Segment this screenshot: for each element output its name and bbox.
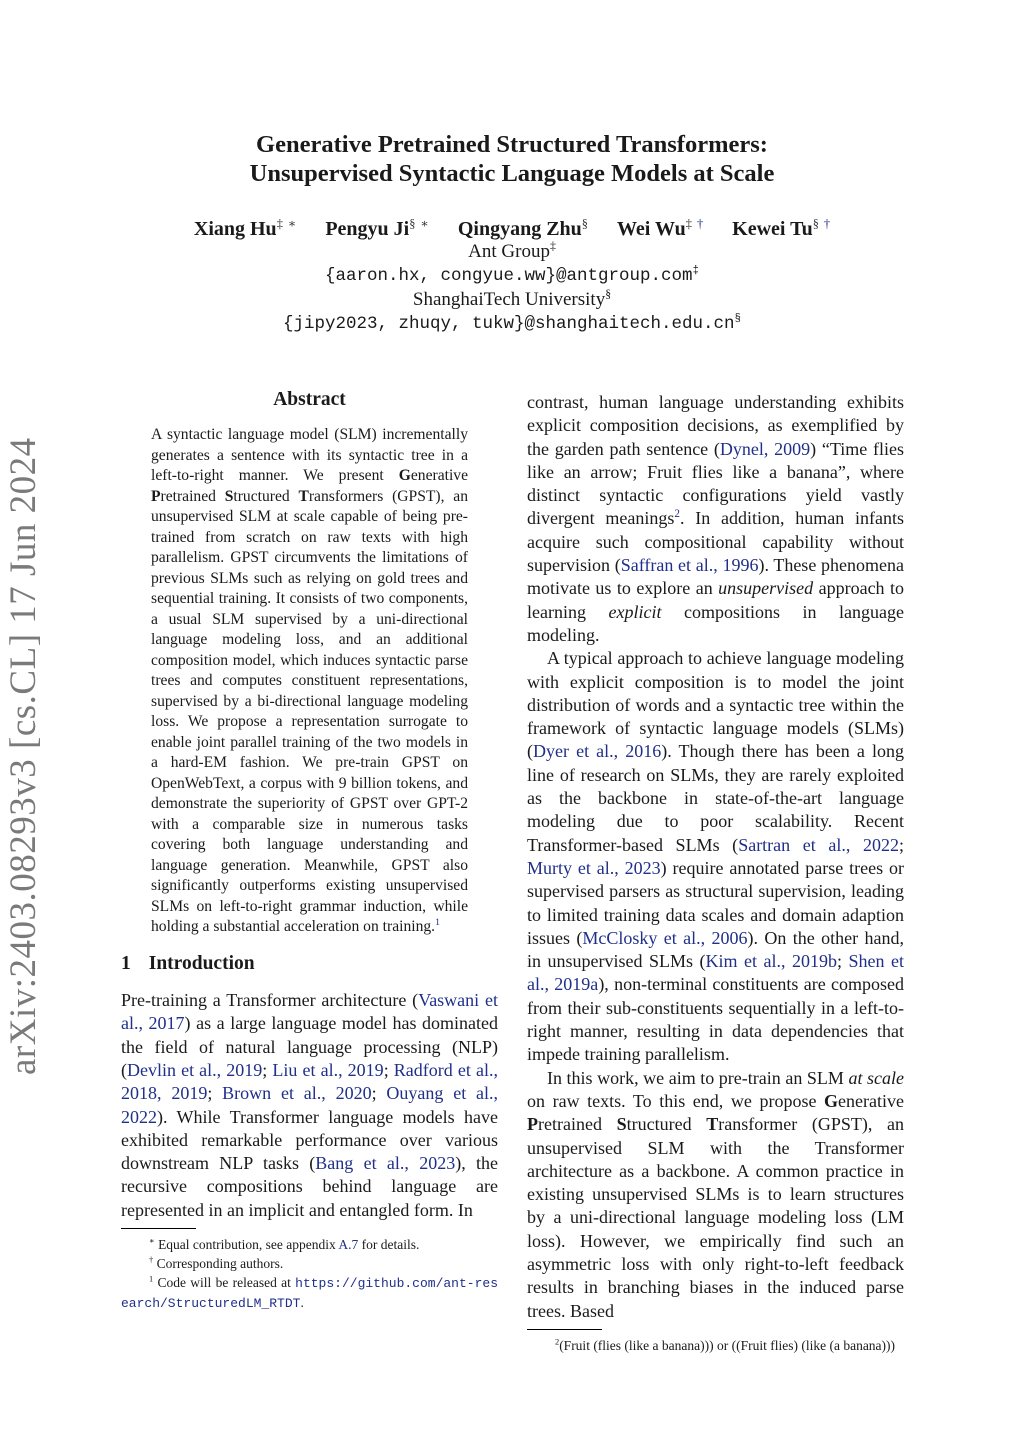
abstract-text: (GPST), an unsupervised SLM at scale capable of being pre-trained from scratch on raw texts with high parallelism. GPST circumvents the limitations of previous SLMs such as relying on gold trees and sequential training. It consists of two components, a usual SLM supervised by a uni-directional language modeling loss, and an additional composition model, which induces syntactic parse trees and computes constituent representations, supervised by a bi-directional language modeling loss. We propose a representation surrogate to enable joint parallel training of the two models in a hard-EM fashion. We pre-train GPST on OpenWebText, a corpus with 9 billion tokens, and demonstrate the superiority of GPST over GPT-2 with a comparable size in numerous tasks covering both language understanding and language generation. Meanwhile, GPST also significantly outperforms existing unsupervised SLMs on left-to-right grammar induction, while holding a substantial acceleration on training. <box>151 487 468 936</box>
affiliation-shanghaitech <box>0 289 1024 311</box>
body-text: ; <box>383 1059 394 1080</box>
citation-link[interactable]: Radford et al., 2018, 2019 <box>121 1059 498 1104</box>
footnote-mark: † <box>149 1255 154 1265</box>
acronym-letter: P <box>151 487 161 505</box>
title-line-1: Generative Pretrained Structured Transformers: <box>256 131 768 158</box>
body-text: ; <box>898 834 904 855</box>
body-text: approach to learning <box>527 578 905 622</box>
affiliation-name: Ant Group <box>468 241 550 262</box>
citation-link[interactable]: Murty et al., 2023 <box>527 857 661 878</box>
citation-link[interactable]: Saffran et al., 1996 <box>620 555 759 576</box>
author-name: Qingyang Zhu <box>457 217 582 240</box>
affiliation-ant-group <box>0 241 1024 263</box>
section-number: 1 <box>121 952 131 974</box>
email-text: {jipy2023, zhuqy, tukw}@shanghaitech.edu.cn <box>282 314 735 334</box>
body-text: ; <box>262 1059 273 1080</box>
body-text: ), the recursive compositions behind language are represented in an implicit and entangled form. In <box>121 1153 499 1220</box>
body-text: ; <box>371 1083 387 1104</box>
body-text: ) as a large language model has dominated the field of natural language processing (NLP) ( <box>121 1013 498 1080</box>
acronym-letter: T <box>298 487 309 505</box>
abstract-heading: Abstract <box>273 389 346 410</box>
footnote-text: . <box>300 1295 304 1311</box>
footnote-text: Corresponding authors. <box>153 1256 284 1272</box>
footnote-text: Equal contribution, see appendix <box>154 1237 339 1253</box>
abstract-text: ransformers <box>308 487 384 505</box>
contribution-mark[interactable]: † <box>696 216 704 230</box>
affiliation-name: ShanghaiTech University <box>412 289 606 310</box>
body-text: A typical approach to achieve language modeling with explicit composition is to model the joint distribution of words and a syntactic tree within the framework of syntactic language models (SLMs) ( <box>527 648 904 762</box>
abstract-text: A syntactic language model (SLM) incrementally generates a sentence with its syntactic tree in a left-to-right manner. We present <box>151 426 468 485</box>
citation-link[interactable]: Sartran et al., 2022 <box>738 834 899 855</box>
citation-link[interactable]: Ouyang et al., 2022 <box>121 1083 499 1127</box>
abstract-body <box>151 425 468 938</box>
title-line-2: Unsupervised Syntactic Language Models at Scale <box>249 160 775 187</box>
footnote-divider <box>527 1329 602 1330</box>
arxiv-identifier-stamp: arXiv:2403.08293v3 [cs.CL] 17 Jun 2024 <box>3 437 44 1075</box>
citation-link[interactable]: McClosky et al., 2006 <box>582 927 748 948</box>
footnote-code-release <box>121 1273 498 1313</box>
acronym-letter: P <box>527 1114 538 1135</box>
body-text: Pre-training a Transformer architecture ( <box>121 990 419 1011</box>
footnote-equal-contribution <box>121 1235 498 1254</box>
email-shanghaitech <box>0 314 1024 334</box>
body-text: ), non-terminal constituents are composed from their sub-constituents sequentially in a left-to-right manner, resulting in data dependencies that impede training parallelism. <box>527 974 905 1065</box>
citation-link[interactable]: Liu et al., 2019 <box>272 1059 384 1080</box>
appendix-link[interactable]: A.7 <box>338 1237 359 1253</box>
affiliation-mark: § <box>605 287 612 301</box>
citation-link[interactable]: Vaswani et al., 2017 <box>121 990 498 1034</box>
body-text: ; <box>836 951 849 972</box>
left-column <box>121 388 498 1313</box>
acronym-letter: T <box>706 1114 719 1135</box>
section-title: Introduction <box>148 952 255 974</box>
body-text: enerative <box>838 1090 904 1111</box>
abstract-text: retrained <box>160 487 225 505</box>
body-text: ) require annotated parse trees or supervised parsers as structural supervision, leading to limited training data scales and domain adaption issues ( <box>527 857 904 948</box>
acronym-letter: G <box>824 1090 839 1111</box>
body-text: ) “Time flies like an arrow; Fruit flies like a banana”, where distinct syntactic configurations yield vastly divergent meanings <box>527 438 904 529</box>
right-column <box>527 391 904 1355</box>
body-text: In this work, we aim to pre-train an SLM <box>547 1067 849 1088</box>
citation-link[interactable]: Brown et al., 2020 <box>222 1083 372 1104</box>
footnote-mark: 1 <box>149 1274 154 1284</box>
email-ant-group <box>0 266 1024 286</box>
citation-link[interactable]: Dynel, 2009 <box>719 438 811 459</box>
author-pengyu-ji <box>325 218 429 240</box>
footnote-corresponding <box>121 1254 498 1273</box>
citation-link[interactable]: Devlin et al., 2019 <box>127 1059 263 1080</box>
author-list <box>0 215 1024 241</box>
emphasis-text: unsupervised <box>718 578 814 599</box>
body-paragraph <box>527 391 904 647</box>
body-text: retrained <box>538 1114 617 1135</box>
contribution-mark: ∗ <box>420 216 429 230</box>
author-name: Xiang Hu <box>193 217 277 240</box>
footnote-garden-path <box>527 1336 904 1355</box>
affiliation-mark: ‡ <box>549 239 556 253</box>
affiliation-mark: ‡ <box>276 216 283 230</box>
body-text: ). On the other hand, in unsupervised SLMs ( <box>527 927 904 972</box>
body-text: on raw texts. To this end, we propose <box>527 1090 825 1111</box>
body-text: contrast, human language understanding exhibits explicit composition decisions, as exemplified by the garden path sentence ( <box>527 392 904 459</box>
footnote-text: (Fruit (flies (like a banana))) or ((Fruit flies) (like (a banana))) <box>559 1337 896 1353</box>
body-text: . In addition, human infants acquire such compositional capability without supervision ( <box>527 508 905 576</box>
contribution-mark: ∗ <box>287 216 297 230</box>
section-heading-introduction <box>121 952 498 975</box>
affiliation-mark: § <box>734 313 742 326</box>
paper-title <box>0 130 1024 188</box>
footnote-link[interactable]: 1 <box>435 917 440 929</box>
body-text: tructured <box>626 1114 707 1135</box>
email-text: {aaron.hx, congyue.ww}@antgroup.com <box>324 266 693 286</box>
author-xiang-hu <box>194 218 296 240</box>
body-text: compositions in language modeling. <box>527 601 904 645</box>
affiliation-mark: § <box>581 216 588 230</box>
body-text: (GPST), an unsupervised SLM with the Transformer architecture as a backbone. A common practice in existing unsupervised SLMs is to learn structures by a uni-directional language modeling loss (LM loss). However, we empirically find such an asymmetric loss with only right-to-left feedback results in branching biases in the induced parse trees. Based <box>527 1114 904 1321</box>
body-text: ransformer <box>718 1114 798 1135</box>
author-kewei-tu <box>732 218 830 240</box>
affiliation-mark: ‡ <box>685 216 692 230</box>
abstract-text: enerative <box>410 467 468 485</box>
acronym-letter: G <box>398 467 411 485</box>
author-name: Pengyu Ji <box>325 217 410 240</box>
author-wei-wu <box>617 218 703 240</box>
author-qingyang-zhu <box>458 218 588 240</box>
citation-link[interactable]: Shen et al., 2019a <box>527 951 904 995</box>
author-name: Kewei Tu <box>732 217 813 240</box>
citation-link[interactable]: Bang et al., 2023 <box>315 1153 456 1174</box>
code-repository-link[interactable]: https://github.com/ant-research/StructuredLM_RTDT <box>121 1276 498 1312</box>
abstract-text: tructured <box>233 487 299 505</box>
body-text: ). These phenomena motivate us to explore an <box>527 555 904 599</box>
affiliation-mark: § <box>812 216 819 230</box>
body-text: ; <box>207 1083 223 1104</box>
citation-link[interactable]: Dyer et al., 2016 <box>533 741 662 762</box>
citation-link[interactable]: Kim et al., 2019b <box>705 951 837 972</box>
footnote-text: Code will be released at <box>153 1275 296 1291</box>
acronym-letter: S <box>616 1114 627 1135</box>
footnote-divider <box>121 1228 196 1229</box>
emphasis-text: explicit <box>608 601 662 622</box>
intro-paragraph <box>121 989 498 1222</box>
contribution-mark[interactable]: † <box>823 216 831 230</box>
body-text: ). While Transformer language models have exhibited remarkable performance over various downstream NLP tasks ( <box>121 1106 498 1174</box>
emphasis-text: at scale <box>848 1067 904 1088</box>
author-name: Wei Wu <box>617 217 686 240</box>
footnote-link[interactable]: 2 <box>674 508 680 521</box>
body-text: ). Though there has been a long line of research on SLMs, they are rarely exploited as the backbone in state-of-the-art language modeling due to poor scalability. Recent Transformer-based SLMs ( <box>527 741 904 855</box>
body-paragraph <box>527 1067 904 1323</box>
affiliation-mark: ‡ <box>692 265 700 278</box>
footnote-mark: 2 <box>555 1337 560 1347</box>
affiliation-mark: § <box>409 216 416 230</box>
body-paragraph <box>527 647 904 1066</box>
footnote-mark: ∗ <box>149 1236 155 1246</box>
footnote-text: for details. <box>358 1237 420 1253</box>
acronym-letter: S <box>224 487 234 505</box>
